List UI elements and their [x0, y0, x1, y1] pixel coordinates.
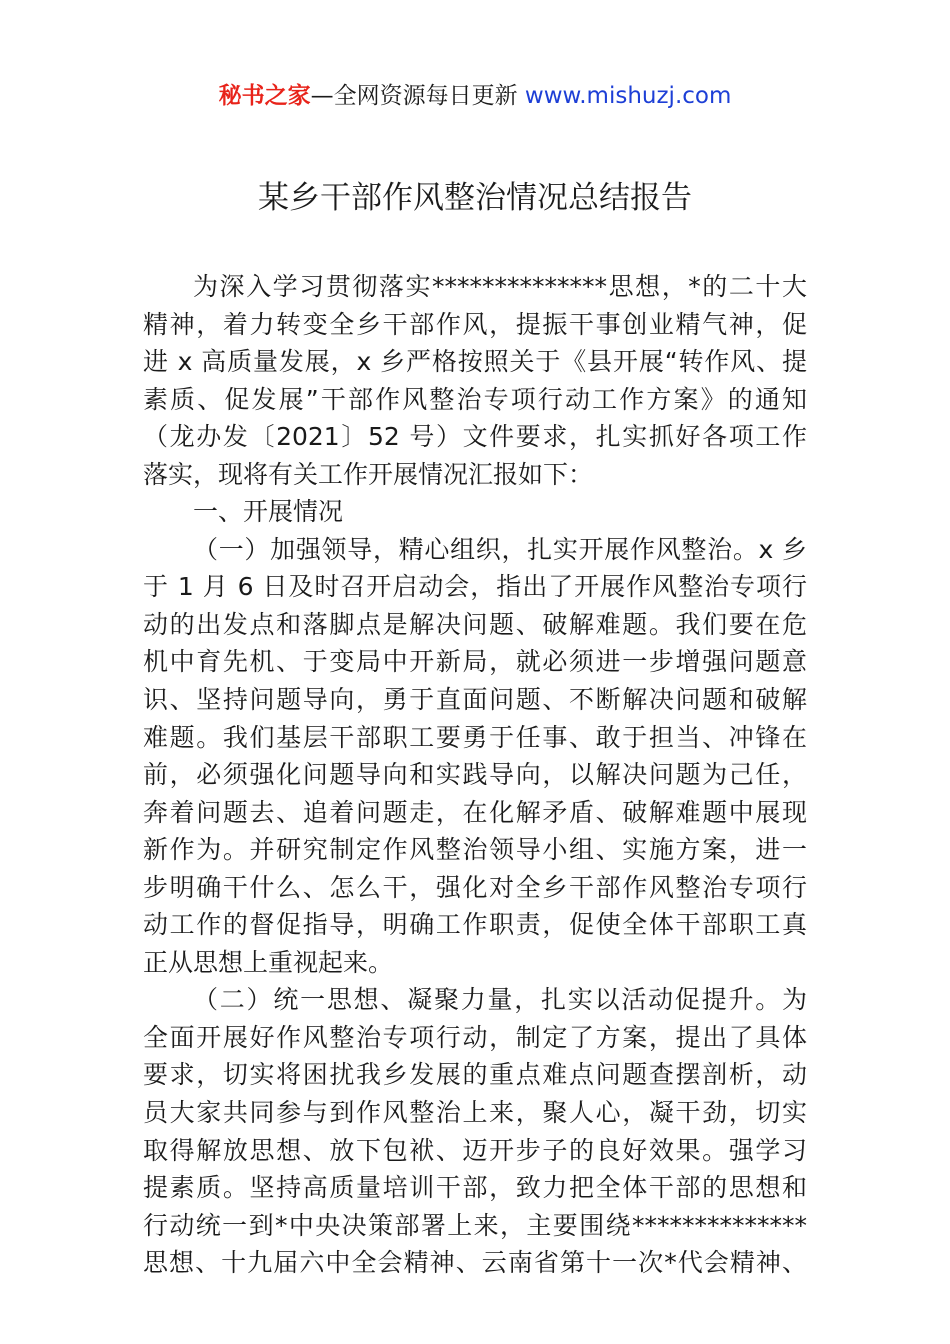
body-line: 为深入学习贯彻落实**************思想，*的二十大 — [193, 272, 807, 301]
body-line: 取得解放思想、放下包袱、迈开步子的良好效果。强学习 — [143, 1135, 807, 1165]
body-line: 识、坚持问题导向，勇于直面问题、不断解决问题和破解 — [143, 685, 807, 715]
body-line: 于 1 月 6 日及时召开启动会，指出了开展作风整治专项行 — [143, 572, 807, 602]
section-heading: 一、开展情况 — [193, 497, 344, 527]
body-line: （二）统一思想、凝聚力量，扎实以活动促提升。为 — [193, 985, 807, 1015]
brand-name: 秘书之家 — [218, 83, 311, 109]
document-title: 某乡干部作风整治情况总结报告 — [258, 180, 692, 216]
body-line: 进 x 高质量发展，x 乡严格按照关于《县开展“转作风、提 — [143, 347, 807, 377]
header-tagline: —全网资源每日更新 — [310, 83, 518, 109]
body-line: （一）加强领导，精心组织，扎实开展作风整治。x 乡 — [193, 534, 807, 564]
body-line: 难题。我们基层干部职工要勇于任事、敢于担当、冲锋在 — [143, 722, 807, 752]
document-body — [143, 268, 807, 1282]
body-line: 行动统一到*中央决策部署上来，主要围绕************** — [143, 1210, 807, 1240]
body-line: 步明确干什么、怎么干，强化对全乡干部作风整治专项行 — [143, 872, 807, 902]
body-line: 员大家共同参与到作风整治上来，聚人心，凝干劲，切实 — [143, 1098, 807, 1128]
body-line: 提素质。坚持高质量培训干部，致力把全体干部的思想和 — [143, 1173, 807, 1203]
body-line: 新作为。并研究制定作风整治领导小组、实施方案，进一 — [143, 835, 807, 865]
body-line: 要求，切实将困扰我乡发展的重点难点问题查摆剖析，动 — [143, 1060, 807, 1090]
body-line: 前，必须强化问题导向和实践导向，以解决问题为己任， — [143, 760, 807, 790]
site-header — [0, 80, 950, 112]
body-line: 正从思想上重视起来。 — [143, 947, 394, 977]
site-url-link[interactable]: www.mishuzj.com — [524, 83, 732, 109]
body-line: 全面开展好作风整治专项行动，制定了方案，提出了具体 — [143, 1022, 807, 1052]
body-line: 精神，着力转变全乡干部作风，提振干事创业精气神，促 — [143, 309, 807, 339]
body-line: 动工作的督促指导，明确工作职责，促使全体干部职工真 — [143, 910, 807, 940]
body-line: 思想、十九届六中全会精神、云南省第十一次*代会精神、 — [143, 1248, 807, 1278]
body-line: 机中育先机、于变局中开新局，就必须进一步增强问题意 — [143, 647, 807, 677]
body-line: 奔着问题去、追着问题走，在化解矛盾、破解难题中展现 — [143, 797, 807, 827]
body-line: （龙办发〔2021〕52 号）文件要求，扎实抓好各项工作 — [143, 422, 807, 452]
body-line: 素质、促发展”干部作风整治专项行动工作方案》的通知 — [143, 384, 807, 414]
body-line: 落实，现将有关工作开展情况汇报如下： — [143, 459, 594, 489]
body-line: 动的出发点和落脚点是解决问题、破解难题。我们要在危 — [143, 609, 807, 639]
